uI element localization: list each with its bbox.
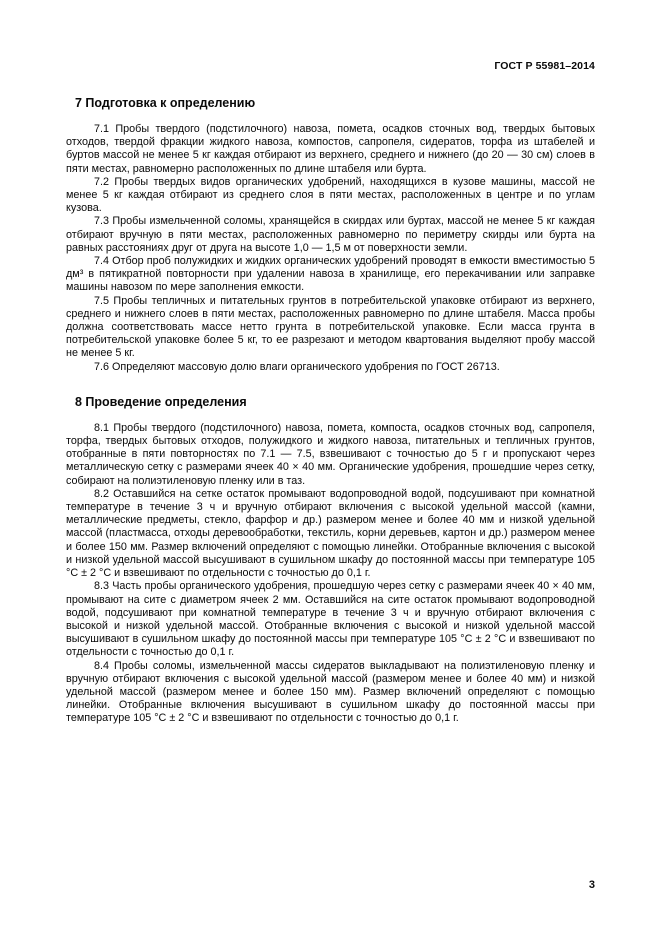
section-8-heading: 8 Проведение определения — [75, 394, 247, 409]
section-7-heading: 7 Подготовка к определению — [75, 96, 256, 110]
document-body — [66, 96, 595, 726]
paragraph-8-4: 8.4 Пробы соломы, измельченной массы сидератов выкладывают на полиэтиленовую пленку и вручную отбирают включения с высокой удельной массой (размером менее и более 40 мм) и низкой удельной массой (размером менее и более 150 мм). Размер включений определяют с помощью линейки. Отобранные включения высушивают в сушильном шкафу до постоянной массы при температуре 105 °С ± 2 °С и взвешивают по отдельности с точностью до 0,1 г. — [66, 659, 595, 725]
paragraph-7-6: 7.6 Определяют массовую долю влаги органического удобрения по ГОСТ 26713. — [94, 360, 500, 373]
page-number: 3 — [588, 879, 595, 891]
paragraph-7-5: 7.5 Пробы тепличных и питательных грунтов в потребительской упаковке отбирают из верхнего, среднего и нижнего слоев в пяти местах, расположенных равномерно по длине штабеля. Масса пробы должна соответствовать массе нетто грунта в потребительской упаковке. Если масса грунта в потребительской упаковке более 5 кг, то ее разрезают и методом квартования выделяют пробу массой не менее 5 кг. — [66, 294, 595, 360]
paragraph-7-4: 7.4 Отбор проб полужидких и жидких органических удобрений проводят в емкости вместимостью 5 дм³ в пятикратной повторности при удалении навоза в хранилище, его перекачивании или заправке машины навозом по мере заполнения емкости. — [66, 255, 595, 294]
paragraph-7-2: 7.2 Пробы твердых видов органических удобрений, находящихся в кузове машины, массой не менее 5 кг каждая отбирают из среднего слоя в пяти местах, расположенных в центре и по углам кузова. — [66, 175, 595, 215]
paragraph-8-3: 8.3 Часть пробы органического удобрения, прошедшую через сетку с размерами ячеек 40 × 40 мм, промывают на сите с диаметром ячеек 2 мм. Оставшийся на сите остаток промывают водопроводной водой, подсушивают при комнатной температуре в течение 3 ч и вручную отбирают включения с высокой и низкой удельной массой. Отобранные включения с высокой и низкой удельной массой высушивают в сушильном шкафу до постоянной массы при температуре 105 °С ± 2 °С и взвешивают по отдельности с точностью до 0,1 г. — [66, 580, 595, 659]
paragraph-8-2: 8.2 Оставшийся на сетке остаток промывают водопроводной водой, подсушивают при комнатной температуре в течение 3 ч и вручную отбирают включения с высокой удельной массой (камни, металлические предметы, стекло, фарфор и др.) размером менее и более 40 мм и низкой удельной массой (пластмасса, отходы деревообработки, текстиль, корни деревьев, картон и др.) размером менее и более 150 мм. Размер включений определяют с помощью линейки. Отобранные включения с высокой и низкой удельной массой высушивают в сушильном шкафу до постоянной массы при температуре 105 °С ± 2 °С и взвешивают по отдельности с точностью до 0,1 г. — [66, 487, 595, 580]
paragraph-8-1: 8.1 Пробы твердого (подстилочного) навоза, помета, компоста, осадков сточных вод, сапропеля, торфа, твердых бытовых отходов, полужидкого и жидкого навоза, питательных и тепличных грунтов, отобранные в пяти повторностях по 7.1 — 7.5, взвешивают с точностью до 5 г и пропускают через металлическую сетку с размерами ячеек 40 × 40 мм. Органические удобрения, прошедшие через сетку, собирают на полиэтиленовую пленку или в таз. — [66, 421, 595, 487]
document-code-header: ГОСТ Р 55981–2014 — [494, 60, 595, 72]
paragraph-7-3: 7.3 Пробы измельченной соломы, хранящейся в скирдах или буртах, массой не менее 5 кг каждая отбирают вручную в пяти местах, расположенных равномерно по периметру скирды или бурта на равных расстояниях друг от друга на высоте 1,0 — 1,5 м от поверхности земли. — [66, 215, 595, 254]
paragraph-7-1: 7.1 Пробы твердого (подстилочного) навоза, помета, осадков сточных вод, твердых бытовых отходов, твердой фракции жидкого навоза, компостов, сапропеля, сидератов, торфа из штабелей и буртов массой не менее 5 кг каждая отбирают из верхнего, среднего и нижнего (до 20 — 30 см) слоев в пяти местах, равномерно расположенных по длине штабеля или бурта. — [66, 123, 595, 175]
